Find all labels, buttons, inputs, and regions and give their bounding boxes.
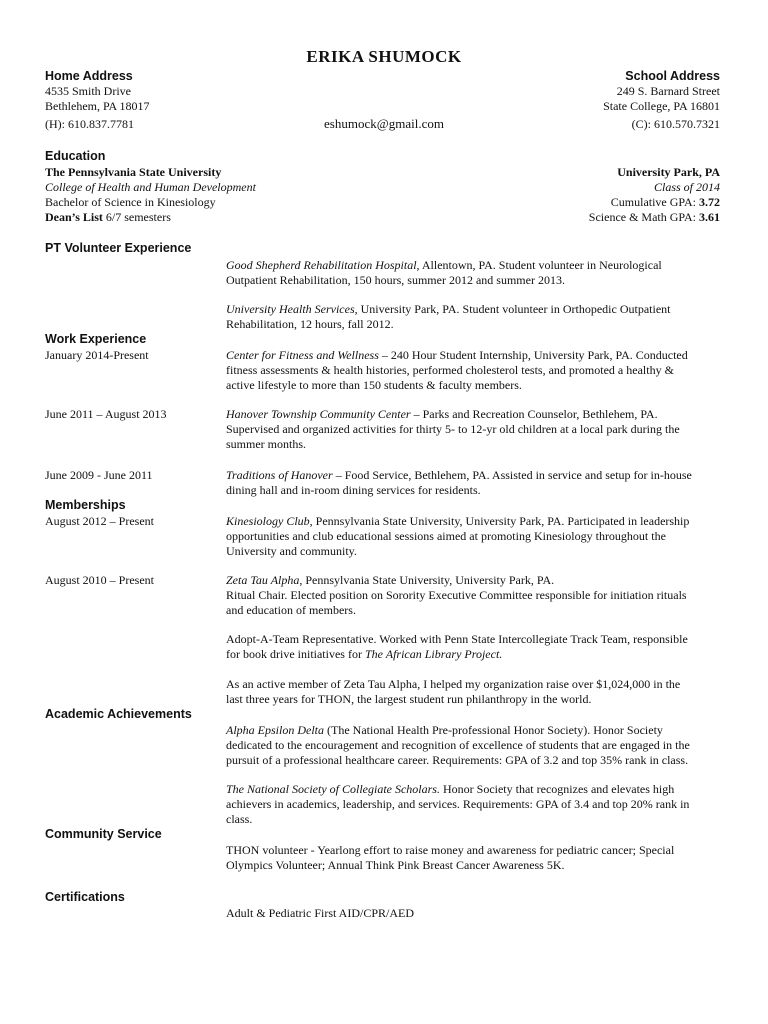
pt-item-text: , Allentown, PA. Student volunteer in Neurological (416, 258, 662, 272)
work-item-text: active lifestyle to more than 150 students & faculty members. (226, 378, 522, 392)
degree: Bachelor of Science in Kinesiology (45, 195, 216, 209)
membership-text: for book drive initiatives for (226, 647, 365, 661)
email-link[interactable]: eshumock@gmail.com (324, 116, 444, 131)
membership-text: last three years for THON, the largest student run philanthropy in the world. (226, 692, 592, 706)
work-item-hanover-township (226, 407, 726, 452)
university-location: University Park, PA (617, 165, 720, 179)
membership-text: Ritual Chair. Elected position on Sorority Executive Committee responsible for initiation rituals (226, 588, 687, 602)
gpa-label: Cumulative GPA: (610, 195, 699, 209)
academic-text: Honor Society that recognizes and elevates high (439, 782, 675, 796)
home-phone: (H): 610.837.7781 (45, 117, 134, 131)
membership-text: Adopt-A-Team Representative. Worked with Penn State Intercollegiate Track Team, responsible (226, 632, 688, 646)
academic-title: The National Society of Collegiate Scholars. (226, 782, 440, 796)
academic-text: achievers in academics, leadership, and services. Requirements: GPA of 3.4 and top 20% rank in (226, 797, 690, 811)
membership-title: The African Library Project. (364, 647, 503, 661)
work-item-text: Supervised and organized activities for thirty 5- to 12-yr old children at a local park during the (226, 422, 680, 436)
academic-ncs (226, 782, 726, 827)
work-item-text: – 240 Hour Student Internship, University Park, PA. Conducted (378, 348, 688, 362)
gpa-value: 3.72 (699, 195, 720, 209)
home-street: 4535 Smith Drive (45, 84, 131, 98)
work-item-text: summer months. (226, 437, 306, 451)
university-name: The Pennsylvania State University (45, 165, 222, 179)
resume-name: ERIKA SHUMOCK (306, 47, 462, 66)
pt-item-text: Rehabilitation, 12 hours, fall 2012. (226, 317, 394, 331)
membership-thon (226, 677, 726, 707)
college-name: College of Health and Human Development (45, 180, 256, 194)
community-text: THON volunteer - Yearlong effort to raise money and awareness for pediatric cancer; Special (226, 843, 675, 857)
certifications-heading: Certifications (45, 890, 125, 904)
pt-item-title: Good Shepherd Rehabilitation Hospital (226, 258, 417, 272)
academic-text: (The National Health Pre-professional Honor Society). Honor Society (324, 723, 663, 737)
membership-text: , Pennsylvania State University, University Park, PA. (299, 573, 555, 587)
pt-item-text: , University Park, PA. Student volunteer in Orthopedic Outpatient (354, 302, 671, 316)
home-city: Bethlehem, PA 18017 (45, 99, 150, 113)
sci-gpa-label: Science & Math GPA: (588, 210, 699, 224)
membership-title: Zeta Tau Alpha (226, 573, 300, 587)
academic-title: Alpha Epsilon Delta (226, 723, 324, 737)
community-service-heading: Community Service (45, 827, 162, 841)
certifications-text: Adult & Pediatric First AID/CPR/AED (226, 906, 415, 920)
membership-date: August 2012 – Present (45, 514, 154, 528)
memberships-heading: Memberships (45, 498, 126, 512)
school-address-heading: School Address (625, 69, 720, 83)
membership-text: , Pennsylvania State University, University Park, PA. Participated in leadership (309, 514, 690, 528)
work-item-text: dining hall and in-room dining services for residents. (226, 483, 481, 497)
home-address-heading: Home Address (45, 69, 133, 83)
community-text: Olympics Volunteer; Annual Think Pink Breast Cancer Awareness 5K. (226, 858, 565, 872)
academic-text: class. (226, 812, 253, 826)
community-service-text (226, 843, 726, 873)
academic-aed (226, 723, 726, 768)
membership-kinesiology-club (226, 514, 726, 559)
pt-item-uhs (226, 302, 726, 332)
work-date: June 2011 – August 2013 (45, 407, 167, 421)
academic-text: dedicated to the encouragement and recognition of excellence of students that are engaged in the (226, 738, 690, 752)
work-date: January 2014-Present (45, 348, 149, 362)
work-experience-heading: Work Experience (45, 332, 147, 346)
work-date: June 2009 - June 2011 (45, 468, 153, 482)
work-item-title: Traditions of Hanover (226, 468, 333, 482)
membership-title: Kinesiology Club (226, 514, 310, 528)
deans-list-label: Dean’s List (45, 210, 103, 224)
work-item-fitness (226, 348, 726, 393)
class-year: Class of 2014 (653, 180, 720, 194)
pt-volunteer-heading: PT Volunteer Experience (45, 241, 192, 255)
pt-item-good-shepherd (226, 258, 726, 288)
science-math-gpa (589, 210, 720, 225)
deans-list (45, 210, 171, 225)
pt-item-text: Outpatient Rehabilitation, 150 hours, summer 2012 and summer 2013. (226, 273, 565, 287)
school-phone: (C): 610.570.7321 (631, 117, 720, 131)
sci-gpa-value: 3.61 (699, 210, 720, 224)
pt-item-title: University Health Services (226, 302, 355, 316)
academic-text: pursuit of a professional healthcare career. Requirements: GPA of 3.2 and top 35% rank in class. (226, 753, 689, 767)
work-item-title: Center for Fitness and Wellness (226, 348, 379, 362)
work-item-traditions (226, 468, 726, 498)
membership-zeta-tau-alpha (226, 573, 726, 618)
school-street: 249 S. Barnard Street (616, 84, 720, 98)
work-item-text: – Food Service, Bethlehem, PA. Assisted in service and setup for in-house (332, 468, 692, 482)
academic-achievements-heading: Academic Achievements (45, 707, 192, 721)
membership-text: University and community. (226, 544, 357, 558)
membership-adopt-a-team (226, 632, 726, 662)
membership-date: August 2010 – Present (45, 573, 154, 587)
work-item-title: Hanover Township Community Center (226, 407, 411, 421)
membership-text: opportunities and club educational sessions aimed at promoting Kinesiology throughout the (226, 529, 666, 543)
deans-list-value: 6/7 semesters (102, 210, 171, 224)
cumulative-gpa (611, 195, 720, 210)
school-city: State College, PA 16801 (603, 99, 720, 113)
membership-text: and education of members. (226, 603, 356, 617)
work-item-text: – Parks and Recreation Counselor, Bethlehem, PA. (410, 407, 658, 421)
education-heading: Education (45, 149, 106, 163)
membership-text: As an active member of Zeta Tau Alpha, I helped my organization raise over $1,024,000 in the (226, 677, 681, 691)
work-item-text: fitness assessments & health histories, performed cholesterol tests, and promoted a healthy & (226, 363, 674, 377)
